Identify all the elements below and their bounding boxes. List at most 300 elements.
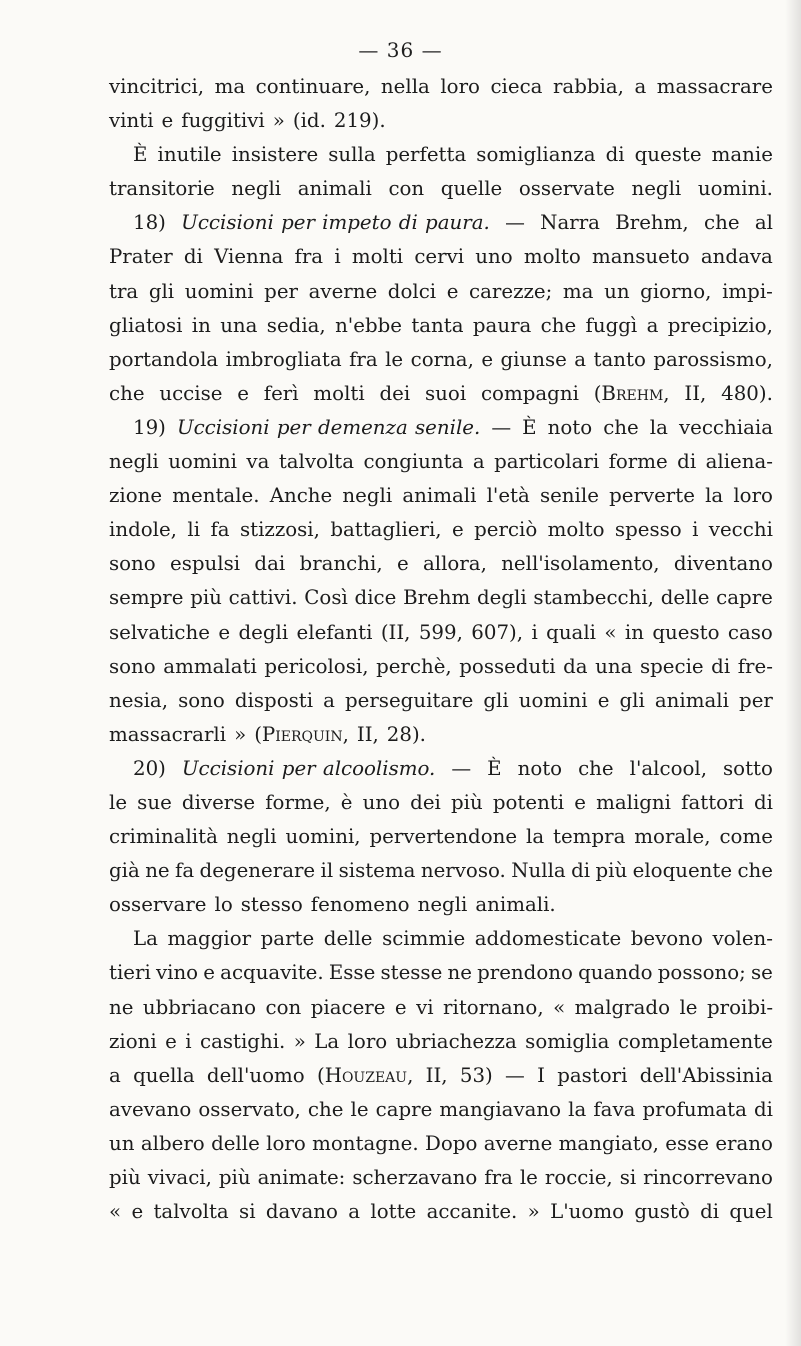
word: loro <box>347 1029 388 1053</box>
word: giorno, <box>640 279 712 303</box>
word: e <box>203 961 215 985</box>
word: fre- <box>737 654 773 678</box>
text-line <box>109 786 773 820</box>
text-line <box>109 309 773 343</box>
word: questo <box>652 620 720 644</box>
word: caso <box>727 620 773 644</box>
word: addomesticate <box>474 927 622 951</box>
word: Narra <box>540 211 600 235</box>
word: dice <box>354 586 397 610</box>
word: animali. <box>475 893 556 917</box>
word: « <box>604 620 617 644</box>
word: e <box>446 279 459 303</box>
word: gli <box>619 688 645 712</box>
text-line <box>109 70 773 104</box>
word: piacere <box>310 995 386 1019</box>
word: che <box>704 211 740 235</box>
word: suoi <box>425 381 467 405</box>
word: È <box>522 415 537 439</box>
word: imbrogliata <box>225 347 342 371</box>
word: di <box>571 859 591 883</box>
word: 20) <box>133 756 166 780</box>
word: una <box>595 654 633 678</box>
word: precipizio, <box>667 313 773 337</box>
word: loro <box>440 75 480 98</box>
text-line <box>109 684 773 718</box>
word: al <box>754 211 773 235</box>
word: osservare <box>109 893 207 917</box>
word: quella <box>133 1063 195 1087</box>
word: La <box>133 927 158 951</box>
word: la <box>568 1097 587 1121</box>
text-line <box>109 104 773 138</box>
word: quelle <box>440 177 503 201</box>
word: la <box>649 415 668 439</box>
word: pericolosi, <box>264 654 369 678</box>
word: fa <box>210 518 230 542</box>
word: le <box>519 1166 538 1189</box>
text-line <box>109 718 773 752</box>
word: senile <box>539 484 599 508</box>
word: sistema <box>338 859 416 883</box>
word: la <box>526 825 545 849</box>
word: gli <box>148 279 175 303</box>
word: sono <box>178 688 225 712</box>
word: per <box>264 279 298 303</box>
word: che <box>578 756 614 780</box>
word: congiunta <box>363 450 464 474</box>
word: averne <box>308 279 378 303</box>
word: un <box>109 1131 135 1155</box>
word: dai <box>254 552 286 576</box>
text-line <box>109 922 773 956</box>
text-line <box>109 343 773 377</box>
word: « <box>109 1200 122 1224</box>
text-line <box>109 1093 773 1127</box>
word: scimmie <box>382 927 466 951</box>
word: fra <box>484 1166 513 1189</box>
word: che <box>307 1097 344 1121</box>
word: vincitrici, <box>109 75 205 98</box>
word: tieri <box>109 961 151 985</box>
word: con <box>388 177 425 201</box>
word: fra <box>294 245 324 269</box>
word: a <box>574 347 587 371</box>
word: allora, <box>422 552 487 576</box>
text-line <box>109 411 773 445</box>
word: loro <box>733 484 773 508</box>
word: e <box>597 688 610 712</box>
word: La <box>314 1029 340 1053</box>
word: diverse <box>181 790 256 814</box>
word: le <box>350 1097 369 1121</box>
word: di <box>753 790 773 814</box>
text-line <box>109 445 773 479</box>
word: completamente <box>617 1029 773 1053</box>
word: stizzosi, <box>239 518 320 542</box>
word: talvolta <box>278 450 355 474</box>
word: dei <box>410 790 441 814</box>
word: stesso <box>240 893 303 917</box>
word: vivaci, <box>147 1166 212 1189</box>
word: negli <box>231 177 282 201</box>
word: osservate <box>518 177 615 201</box>
word: Dopo <box>425 1131 478 1155</box>
word: che <box>603 415 639 439</box>
word: animali <box>654 688 729 712</box>
word: ma <box>214 75 246 98</box>
word: delle <box>660 586 710 610</box>
word: fuggì <box>585 313 638 337</box>
word: che <box>109 381 145 405</box>
word: mangiavano <box>439 1097 562 1121</box>
word: nervoso. <box>420 859 506 883</box>
word: dell'Abissinia <box>639 1063 773 1087</box>
word: ubriachezza <box>395 1029 517 1053</box>
word: è <box>340 790 353 814</box>
word: bevono <box>630 927 703 951</box>
word: ritornano, <box>443 995 544 1019</box>
word: proibi- <box>706 995 773 1019</box>
word: Anche <box>269 484 333 508</box>
word: per <box>739 688 773 712</box>
text-line <box>109 275 773 309</box>
word: compagni <box>480 381 579 405</box>
word: li <box>187 518 201 542</box>
word: e <box>394 995 407 1019</box>
word: (II, <box>380 620 411 644</box>
word: se <box>751 961 773 985</box>
word: perchè, <box>376 654 452 678</box>
word: negli <box>342 484 393 508</box>
word: 599, <box>418 620 463 644</box>
word: capre <box>375 1097 433 1121</box>
word: stambecchi, <box>533 586 654 610</box>
word: fenomeno <box>310 893 410 917</box>
word: l'età <box>486 484 530 508</box>
word: roccie, <box>544 1166 613 1189</box>
word: nella <box>380 75 430 98</box>
word: criminalità <box>109 825 218 849</box>
word: già <box>109 859 140 883</box>
word: gustò <box>634 1200 690 1224</box>
word: negli <box>631 177 682 201</box>
word: uno <box>362 790 401 814</box>
word: sempre <box>109 586 184 610</box>
word: degenerare <box>199 859 316 883</box>
word: noto <box>547 415 593 439</box>
word: tanto <box>593 347 646 371</box>
word: e <box>451 518 464 542</box>
word: 19) <box>133 415 166 439</box>
word: 219). <box>333 109 386 133</box>
word: ammalati <box>163 654 257 678</box>
word: molti <box>351 245 404 269</box>
text-line <box>109 581 773 615</box>
word: 607), <box>471 620 524 644</box>
word: manie <box>711 143 773 167</box>
word: branchi, <box>299 552 383 576</box>
text-line <box>109 172 773 206</box>
word: a <box>646 313 659 337</box>
word: forme, <box>265 790 331 814</box>
text-line <box>109 1161 773 1195</box>
word: uomini <box>168 450 237 474</box>
word: parossismo, <box>653 347 773 371</box>
word: animali <box>297 177 372 201</box>
word: erano <box>715 1131 773 1155</box>
word: e <box>237 381 249 405</box>
word: molto <box>523 245 581 269</box>
word: Nulla <box>511 859 566 883</box>
word: nell'isolamento, <box>501 552 660 576</box>
word: forme <box>608 450 668 474</box>
word: cervi <box>414 245 465 269</box>
word: le <box>679 995 698 1019</box>
word: uno <box>475 245 513 269</box>
word: e <box>165 1029 177 1053</box>
word: È <box>487 756 502 780</box>
word: 18) <box>133 211 166 235</box>
word: potenti <box>492 790 565 814</box>
word: II, <box>684 381 707 405</box>
word: » <box>234 722 247 746</box>
word: cieca <box>490 75 543 98</box>
word: maggior <box>167 927 252 951</box>
word: n'ebbe <box>335 313 402 337</box>
word: ma <box>562 279 594 303</box>
word: indole, <box>109 518 177 542</box>
word: elefanti <box>296 620 373 644</box>
word: 480). <box>721 381 773 405</box>
text-line <box>109 1025 773 1059</box>
word: sedia, <box>266 313 326 337</box>
text-line <box>109 240 773 274</box>
word: carezze; <box>469 279 553 303</box>
word: il <box>320 859 334 883</box>
word: pervertendone <box>369 825 518 849</box>
word: impi- <box>722 279 773 303</box>
word: lotte <box>370 1200 417 1224</box>
word: posseduti <box>459 654 556 678</box>
word: inutile <box>157 143 222 167</box>
word: a <box>348 1200 361 1224</box>
word: diventano <box>673 552 773 576</box>
word: ne <box>145 859 170 883</box>
word: Uccisioni per demenza senile. <box>176 415 481 439</box>
word: portandola <box>109 347 219 371</box>
word: si <box>619 1166 637 1189</box>
text-line <box>109 138 773 172</box>
word: scherzavano <box>352 1166 478 1189</box>
word: esse <box>665 1131 709 1155</box>
word: parte <box>260 927 315 951</box>
word: delle <box>211 1131 260 1155</box>
word: È <box>133 143 148 167</box>
word: rabbia, <box>552 75 624 98</box>
word: con <box>265 995 302 1019</box>
text-line <box>109 616 773 650</box>
word: vi <box>416 995 434 1019</box>
word: mangiato, <box>558 1131 659 1155</box>
word: continuare, <box>255 75 371 98</box>
word: dell'uomo <box>206 1063 305 1087</box>
word: castighi. <box>200 1029 286 1053</box>
word: capre <box>716 586 773 610</box>
word: Brehm, <box>615 211 689 235</box>
word: da <box>563 654 588 678</box>
word: (Pierquin, <box>254 722 349 746</box>
word: una <box>220 313 258 337</box>
word: vinti <box>109 109 154 133</box>
word: le <box>385 347 404 371</box>
word: queste <box>634 143 702 167</box>
word: — <box>491 415 512 439</box>
word: somiglianza <box>476 143 596 167</box>
word: i <box>334 245 341 269</box>
text-line <box>109 888 773 922</box>
word: uccise <box>159 381 223 405</box>
word: fuggitivi <box>181 109 265 133</box>
word: negli <box>109 450 159 474</box>
word: Uccisioni per alcoolismo. <box>181 756 436 780</box>
word: che <box>540 313 577 337</box>
word: uomini <box>184 279 254 303</box>
word: fava <box>593 1097 636 1121</box>
word: di <box>605 143 625 167</box>
text-line <box>109 820 773 854</box>
word: L'uomo <box>550 1200 624 1224</box>
word: degli <box>477 586 527 610</box>
text-line <box>109 650 773 684</box>
word: andava <box>700 245 773 269</box>
word: avevano <box>109 1097 192 1121</box>
word: lo <box>214 893 233 917</box>
word: animali <box>402 484 477 508</box>
word: stesse <box>380 961 443 985</box>
word: sono <box>109 552 156 576</box>
word: ne <box>447 961 472 985</box>
word: transitorie <box>109 177 215 201</box>
word: vino <box>155 961 199 985</box>
text-line <box>109 752 773 786</box>
word: a <box>323 688 335 712</box>
word: in <box>624 620 644 644</box>
text-line <box>109 377 773 411</box>
word: massacrarli <box>109 722 227 746</box>
word: di <box>183 245 203 269</box>
word: fattori <box>681 790 744 814</box>
word: II, <box>425 1063 448 1087</box>
word: accanite. <box>426 1200 518 1224</box>
word: possono; <box>657 961 746 985</box>
word: a <box>109 1063 121 1087</box>
word: corna, <box>410 347 474 371</box>
word: II, <box>356 722 379 746</box>
word: averne <box>483 1131 553 1155</box>
word: particolari <box>494 450 600 474</box>
word: tra <box>109 279 139 303</box>
word: dei <box>379 381 411 405</box>
word: di <box>711 654 731 678</box>
word: gli <box>483 688 509 712</box>
word: giunse <box>500 347 567 371</box>
word: albero <box>140 1131 205 1155</box>
word: — <box>505 1063 525 1087</box>
word: molti <box>313 381 365 405</box>
word: le <box>109 790 128 814</box>
word: la <box>705 484 724 508</box>
word: a <box>472 450 485 474</box>
word: uomini. <box>697 177 773 201</box>
word: zione <box>109 484 163 508</box>
word: specie <box>639 654 704 678</box>
word: e <box>396 552 409 576</box>
word: in <box>191 313 211 337</box>
word: e <box>481 347 494 371</box>
text-line <box>109 1195 773 1229</box>
word: più <box>109 1166 141 1189</box>
word: negli <box>417 893 468 917</box>
word: spesso <box>614 518 682 542</box>
text-line <box>109 513 773 547</box>
word: e <box>218 620 231 644</box>
word: perseguitare <box>344 688 474 712</box>
word: quando <box>578 961 653 985</box>
word: loro <box>266 1131 306 1155</box>
word: tempra <box>553 825 626 849</box>
word: massacrare <box>656 75 773 98</box>
word: gliatosi <box>109 313 183 337</box>
word: acquavite. <box>220 961 324 985</box>
word: più <box>190 586 222 610</box>
word: dolci <box>387 279 437 303</box>
word: più <box>595 859 628 883</box>
word: osservato, <box>198 1097 301 1121</box>
word: più <box>450 790 483 814</box>
word: degli <box>238 620 289 644</box>
word: paura <box>472 313 532 337</box>
word: vecchiaia <box>678 415 773 439</box>
word: somiglia <box>525 1029 610 1053</box>
word: profumata <box>642 1097 747 1121</box>
word: I <box>537 1063 545 1087</box>
word: quali <box>546 620 597 644</box>
word: tanta <box>411 313 464 337</box>
word: a <box>634 75 647 98</box>
text-line <box>109 991 773 1025</box>
word: fra <box>349 347 378 371</box>
word: fa <box>175 859 195 883</box>
word: vecchi <box>708 518 773 542</box>
word: sue <box>137 790 172 814</box>
word: morale, <box>634 825 711 849</box>
word: battaglieri, <box>330 518 442 542</box>
text-line <box>109 854 773 888</box>
word: pastori <box>557 1063 628 1087</box>
text-line <box>109 479 773 513</box>
word: sulla <box>328 143 376 167</box>
word: talvolta <box>153 1200 229 1224</box>
word: maligni <box>596 790 671 814</box>
word: » <box>527 1200 540 1224</box>
word: selvatiche <box>109 620 210 644</box>
word: » <box>293 1029 306 1053</box>
word: eloquente <box>632 859 733 883</box>
word: molto <box>547 518 605 542</box>
word: uomini <box>518 688 588 712</box>
word: prendono <box>477 961 573 985</box>
